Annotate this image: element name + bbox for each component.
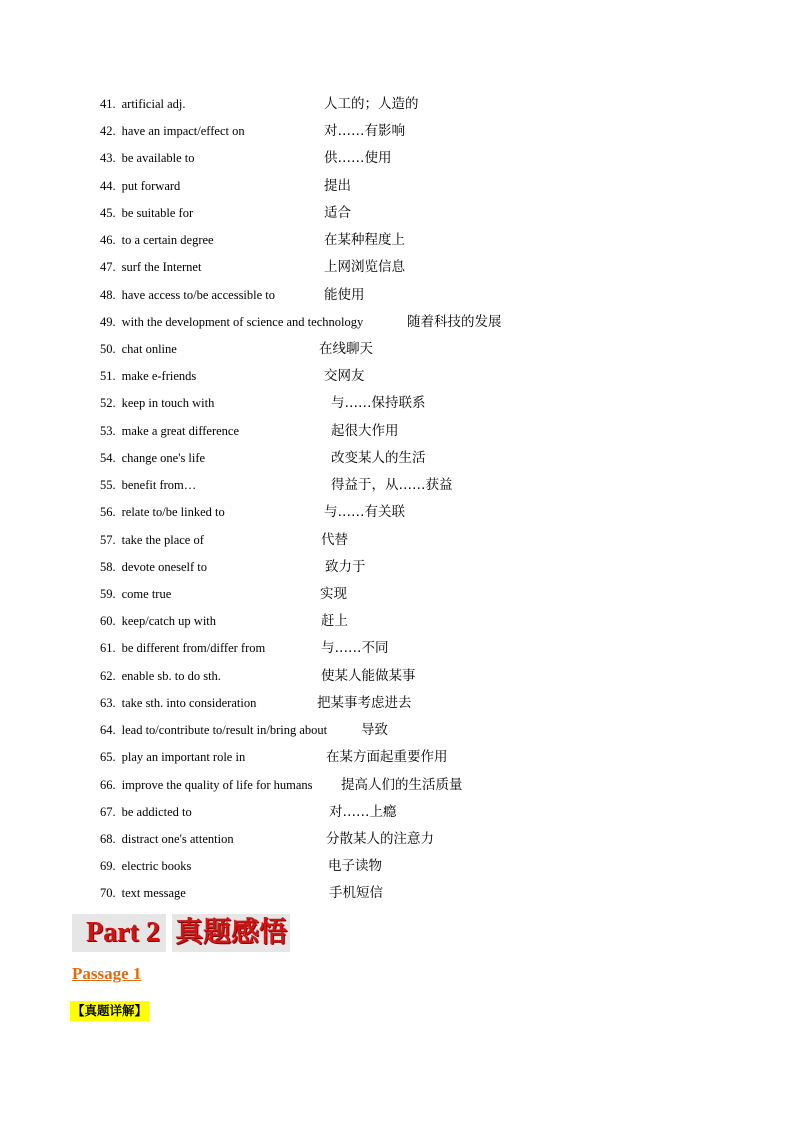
- vocab-english: put forward: [121, 178, 181, 193]
- vocab-english: make a great difference: [121, 423, 240, 438]
- vocab-chinese: 致力于: [325, 558, 366, 575]
- vocab-english: distract one's attention: [121, 831, 234, 846]
- vocab-english: be available to: [121, 151, 195, 166]
- vocab-row: [100, 339, 373, 359]
- vocab-english: relate to/be linked to: [121, 505, 225, 520]
- vocab-row: [100, 856, 382, 876]
- vocab-chinese: 提出: [324, 177, 351, 194]
- vocab-number: 61.: [100, 641, 116, 656]
- vocab-english: take the place of: [121, 532, 204, 547]
- vocab-chinese: 上网浏览信息: [324, 259, 405, 276]
- vocab-number: 65.: [100, 750, 116, 765]
- vocab-row: [100, 666, 416, 686]
- vocab-english: surf the Internet: [121, 260, 202, 275]
- vocab-english: text message: [121, 886, 186, 901]
- vocab-row: [100, 393, 426, 413]
- detail-tag: 【真题详解】: [70, 1001, 149, 1021]
- vocab-row: [100, 693, 412, 713]
- vocab-number: 44.: [100, 178, 116, 193]
- vocab-row: [100, 584, 347, 604]
- vocab-english: enable sb. to do sth.: [121, 668, 221, 683]
- vocab-number: 48.: [100, 287, 116, 302]
- vocab-english: with the development of science and technology: [121, 314, 364, 329]
- vocab-number: 50.: [100, 342, 116, 356]
- vocab-chinese: 在某种程度上: [324, 232, 405, 249]
- vocab-row: [100, 530, 348, 550]
- vocab-english: improve the quality of life for humans: [121, 777, 313, 792]
- part-title: 真题感悟: [175, 917, 288, 948]
- vocab-english: electric books: [121, 859, 192, 874]
- vocab-row: [100, 285, 365, 305]
- vocab-row: [100, 638, 389, 658]
- vocab-number: 53.: [100, 423, 116, 438]
- vocab-number: 54.: [100, 450, 116, 465]
- vocab-row: [100, 176, 351, 196]
- vocab-number: 64.: [100, 723, 116, 738]
- vocab-chinese: 实现: [320, 586, 347, 602]
- vocab-number: 47.: [100, 260, 116, 275]
- vocab-row: [100, 475, 453, 495]
- vocab-chinese: 改变某人的生活: [331, 449, 426, 466]
- vocab-chinese: 导致: [361, 722, 388, 739]
- vocab-chinese: 起很大作用: [331, 422, 399, 439]
- vocab-row: [100, 802, 397, 822]
- vocab-number: 42.: [100, 124, 116, 139]
- vocab-row: [100, 230, 405, 250]
- vocab-number: 69.: [100, 859, 116, 874]
- vocab-number: 41.: [100, 97, 116, 111]
- vocab-chinese: 赶上: [321, 613, 348, 630]
- vocab-number: 59.: [100, 587, 116, 601]
- vocab-chinese: 对……有影响: [324, 123, 405, 140]
- part-label: Part 2: [86, 917, 160, 948]
- vocab-number: 55.: [100, 478, 116, 493]
- vocab-chinese: 交网友: [324, 368, 365, 385]
- vocab-number: 70.: [100, 886, 116, 901]
- vocab-chinese: 电子读物: [328, 858, 382, 875]
- vocab-chinese: 在线聊天: [319, 341, 373, 357]
- vocab-row: [100, 720, 388, 740]
- vocab-row: [100, 448, 426, 468]
- vocab-row: [100, 421, 399, 441]
- vocab-row: [100, 257, 405, 277]
- vocab-number: 46.: [100, 233, 116, 248]
- vocab-number: 67.: [100, 804, 116, 819]
- vocab-english: to a certain degree: [121, 233, 214, 248]
- vocab-chinese: 手机短信: [329, 885, 383, 902]
- vocab-number: 49.: [100, 314, 116, 329]
- vocab-chinese: 把某事考虑进去: [317, 694, 412, 711]
- vocab-english: artificial adj.: [121, 97, 186, 111]
- vocab-chinese: 供……使用: [324, 150, 392, 167]
- vocab-row: [100, 747, 448, 767]
- passage-title: Passage 1: [72, 964, 142, 983]
- vocab-english: take sth. into consideration: [121, 695, 257, 710]
- vocab-english: be different from/differ from: [121, 641, 266, 656]
- vocab-row: [100, 148, 392, 168]
- vocab-number: 51.: [100, 369, 116, 384]
- vocab-chinese: 使某人能做某事: [321, 667, 416, 684]
- vocab-row: [100, 883, 383, 903]
- vocab-english: devote oneself to: [121, 559, 208, 574]
- vocab-number: 57.: [100, 532, 116, 547]
- vocab-number: 66.: [100, 777, 116, 792]
- vocab-number: 68.: [100, 831, 116, 846]
- vocab-row: [100, 312, 502, 332]
- vocab-number: 58.: [100, 559, 116, 574]
- vocab-chinese: 得益于，从……获益: [331, 477, 453, 494]
- vocab-english: play an important role in: [121, 750, 246, 765]
- vocab-row: [100, 829, 434, 849]
- vocab-english: benefit from…: [121, 478, 197, 493]
- vocab-english: keep/catch up with: [121, 614, 217, 629]
- vocab-row: [100, 94, 419, 114]
- vocab-english: keep in touch with: [121, 396, 215, 411]
- vocab-number: 56.: [100, 505, 116, 520]
- vocab-english: chat online: [121, 342, 177, 356]
- vocab-chinese: 提高人们的生活质量: [341, 776, 463, 793]
- vocab-chinese: 对……上瘾: [329, 803, 397, 820]
- vocab-english: have access to/be accessible to: [121, 287, 276, 302]
- vocab-row: [100, 611, 348, 631]
- vocab-number: 45.: [100, 205, 116, 220]
- vocab-row: [100, 121, 405, 141]
- vocab-chinese: 分散某人的注意力: [326, 830, 434, 847]
- vocab-chinese: 与……有关联: [324, 504, 405, 521]
- vocab-chinese: 代替: [321, 531, 348, 548]
- vocab-english: be suitable for: [121, 205, 194, 220]
- vocab-row: [100, 775, 463, 795]
- vocab-chinese: 适合: [324, 204, 351, 221]
- vocab-english: be addicted to: [121, 804, 192, 819]
- vocab-chinese: 能使用: [324, 286, 365, 303]
- vocab-chinese: 与……不同: [321, 640, 389, 657]
- vocab-chinese: 与……保持联系: [331, 395, 426, 412]
- vocab-english: lead to/contribute to/result in/bring about: [121, 723, 328, 738]
- vocab-chinese: 人工的；人造的: [324, 96, 419, 112]
- vocab-chinese: 随着科技的发展: [407, 313, 502, 330]
- vocab-number: 52.: [100, 396, 116, 411]
- vocab-english: change one's life: [121, 450, 206, 465]
- vocab-english: make e-friends: [121, 369, 197, 384]
- vocab-number: 43.: [100, 151, 116, 166]
- vocab-number: 62.: [100, 668, 116, 683]
- vocab-row: [100, 366, 365, 386]
- vocab-english: have an impact/effect on: [121, 124, 245, 139]
- vocab-number: 60.: [100, 614, 116, 629]
- vocab-chinese: 在某方面起重要作用: [326, 749, 448, 766]
- vocab-row: [100, 203, 351, 223]
- vocab-english: come true: [121, 587, 172, 601]
- vocab-row: [100, 557, 366, 577]
- vocab-row: [100, 502, 405, 522]
- vocab-number: 63.: [100, 695, 116, 710]
